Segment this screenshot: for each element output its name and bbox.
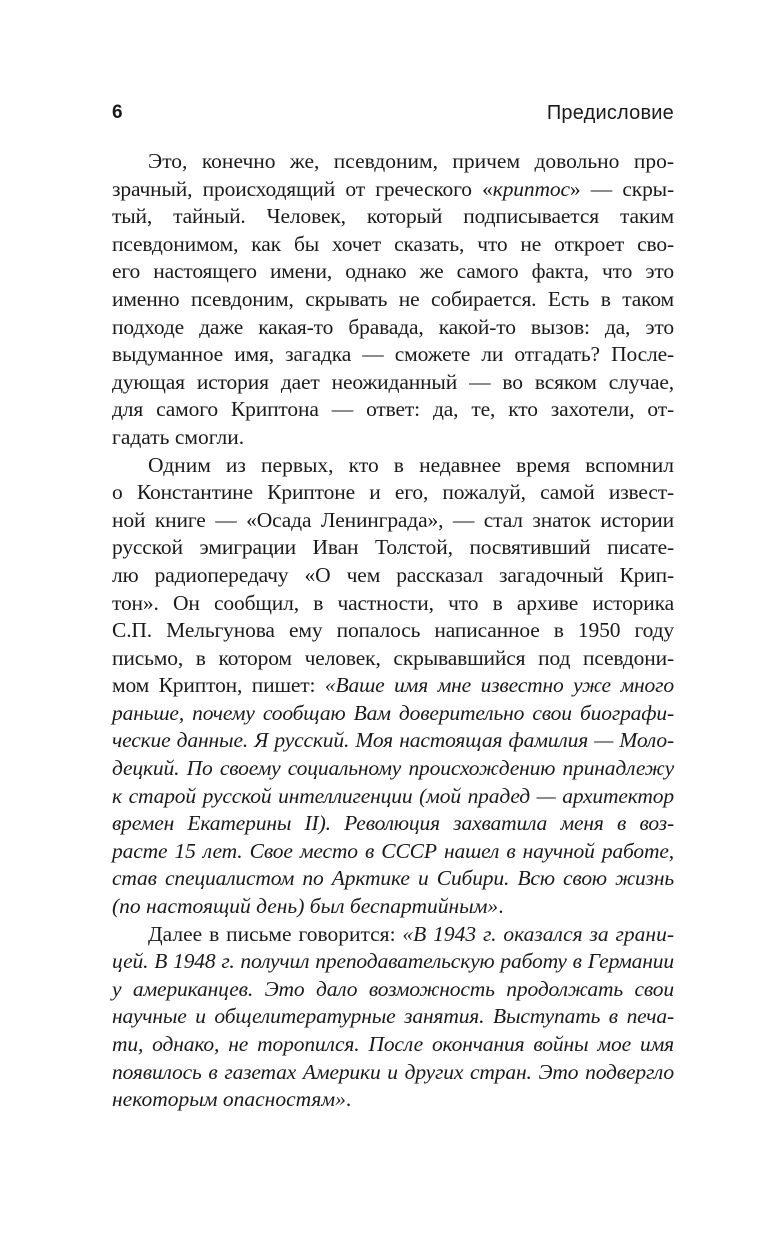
italic-text: к старой русской интеллигенции (мой прадед — архитектор bbox=[112, 783, 674, 808]
text-line bbox=[112, 479, 674, 507]
text-line bbox=[112, 948, 674, 976]
text-run: псевдонимом, как бы хочет сказать, что не откроет сво- bbox=[112, 231, 674, 256]
text-run: для самого Криптона — ответ: да, те, кто захотели, от- bbox=[112, 397, 674, 422]
text-run: Одним из первых, кто в недавнее время вспомнил bbox=[148, 452, 674, 477]
italic-text: «Ваше имя мне известно уже много bbox=[324, 673, 674, 698]
text-line bbox=[112, 700, 674, 728]
text-line bbox=[112, 810, 674, 838]
text-line bbox=[112, 976, 674, 1004]
italic-text: у американцев. Это дало возможность продолжать свои bbox=[112, 976, 674, 1001]
text-run: его настоящего имени, однако же самого факта, что это bbox=[112, 259, 674, 284]
text-run: о Константине Криптоне и его, пожалуй, самой извест- bbox=[112, 480, 674, 505]
section-title: Предисловие bbox=[546, 102, 674, 124]
text-run: тый, тайный. Человек, который подписывается таким bbox=[112, 204, 674, 229]
text-run: дующая история дает неожиданный — во всяком случае, bbox=[112, 369, 674, 394]
italic-text: став специалистом по Арктике и Сибири. Всю свою жизнь bbox=[112, 866, 674, 891]
italic-text: ти, однако, не торопился. После окончания войны мое имя bbox=[112, 1032, 674, 1056]
italic-text: (по настоящий день) был беспартийным» bbox=[112, 894, 499, 919]
text-run: подходе даже какая-то бравада, какой-то вызов: да, это bbox=[112, 314, 674, 339]
text-line bbox=[112, 1086, 674, 1114]
italic-text: расте 15 лет. Свое место в СССР нашел в научной работе, bbox=[112, 838, 674, 863]
text-line bbox=[112, 755, 674, 783]
text-run: выдуманное имя, загадка — сможете ли отгадать? После- bbox=[112, 342, 674, 367]
text-line bbox=[112, 452, 674, 480]
text-line bbox=[112, 838, 674, 866]
italic-text: некоторым опасностям» bbox=[112, 1087, 346, 1112]
text-run: . bbox=[498, 894, 504, 919]
italic-text: ческие данные. Я русский. Моя настоящая фамилия — Моло- bbox=[112, 728, 674, 753]
text-run: Далее в письме говорится: bbox=[148, 921, 403, 946]
text-line bbox=[112, 617, 674, 645]
text-line bbox=[112, 590, 674, 618]
text-run: русской эмиграции Иван Толстой, посвятивший писате- bbox=[112, 535, 674, 560]
text-line bbox=[112, 1003, 674, 1031]
text-line bbox=[112, 369, 674, 397]
italic-text: времен Екатерины II). Революция захватила меня в воз- bbox=[112, 811, 674, 836]
text-line bbox=[112, 562, 674, 590]
text-line bbox=[112, 314, 674, 342]
text-run: письмо, в котором человек, скрывавшийся под псевдони- bbox=[112, 645, 674, 670]
italic-text: криптос bbox=[492, 176, 570, 201]
text-run: зрачный, происходящий от греческого « bbox=[112, 176, 493, 201]
text-run: лю радиопередачу «О чем рассказал загадочный Крип- bbox=[112, 562, 674, 587]
italic-text: раньше, почему сообщаю Вам доверительно свои биографи- bbox=[112, 700, 674, 725]
text-line bbox=[112, 893, 674, 921]
text-run: гадать смогли. bbox=[112, 424, 245, 449]
italic-text: научные и общелитературные занятия. Выступать в печа- bbox=[112, 1004, 674, 1029]
text-line bbox=[112, 865, 674, 893]
text-run: именно псевдоним, скрывать не собирается. Есть в таком bbox=[112, 286, 674, 311]
running-head bbox=[112, 98, 674, 128]
text-line bbox=[112, 783, 674, 811]
text-line bbox=[112, 341, 674, 369]
italic-text: «В 1943 г. оказался за грани- bbox=[402, 921, 674, 946]
text-line bbox=[112, 534, 674, 562]
text-line bbox=[112, 645, 674, 673]
italic-text: цей. В 1948 г. получил преподавательскую работу в Германии bbox=[112, 949, 674, 974]
text-line bbox=[112, 424, 674, 452]
text-line bbox=[112, 507, 674, 535]
text-line bbox=[112, 258, 674, 286]
text-line bbox=[112, 396, 674, 424]
text-line bbox=[112, 1059, 674, 1087]
text-line bbox=[112, 176, 674, 204]
text-run: Это, конечно же, псевдоним, причем довольно про- bbox=[148, 149, 674, 173]
text-run: . bbox=[345, 1087, 352, 1112]
text-line bbox=[112, 148, 674, 176]
page-number: 6 bbox=[112, 102, 123, 123]
text-run: тон». Он сообщил, в частности, что в архиве историка bbox=[112, 590, 674, 615]
italic-text: появилось в газетах Америки и других стран. Это подвергло bbox=[112, 1059, 674, 1084]
text-line bbox=[112, 727, 674, 755]
text-line bbox=[112, 203, 674, 231]
body-text bbox=[112, 148, 674, 1114]
text-run: мом Криптон, пишет: bbox=[112, 673, 325, 698]
text-run: С.П. Мельгунова ему попалось написанное в 1950 году bbox=[112, 618, 674, 643]
text-line bbox=[112, 672, 674, 700]
text-line bbox=[112, 1031, 674, 1059]
text-line bbox=[112, 286, 674, 314]
text-line bbox=[112, 231, 674, 259]
text-line bbox=[112, 921, 674, 949]
italic-text: децкий. По своему социальному происхождению принадлежу bbox=[112, 756, 674, 781]
text-run: ной книге — «Осада Ленинграда», — стал знаток истории bbox=[112, 507, 674, 532]
text-run: » — скры- bbox=[569, 176, 674, 201]
